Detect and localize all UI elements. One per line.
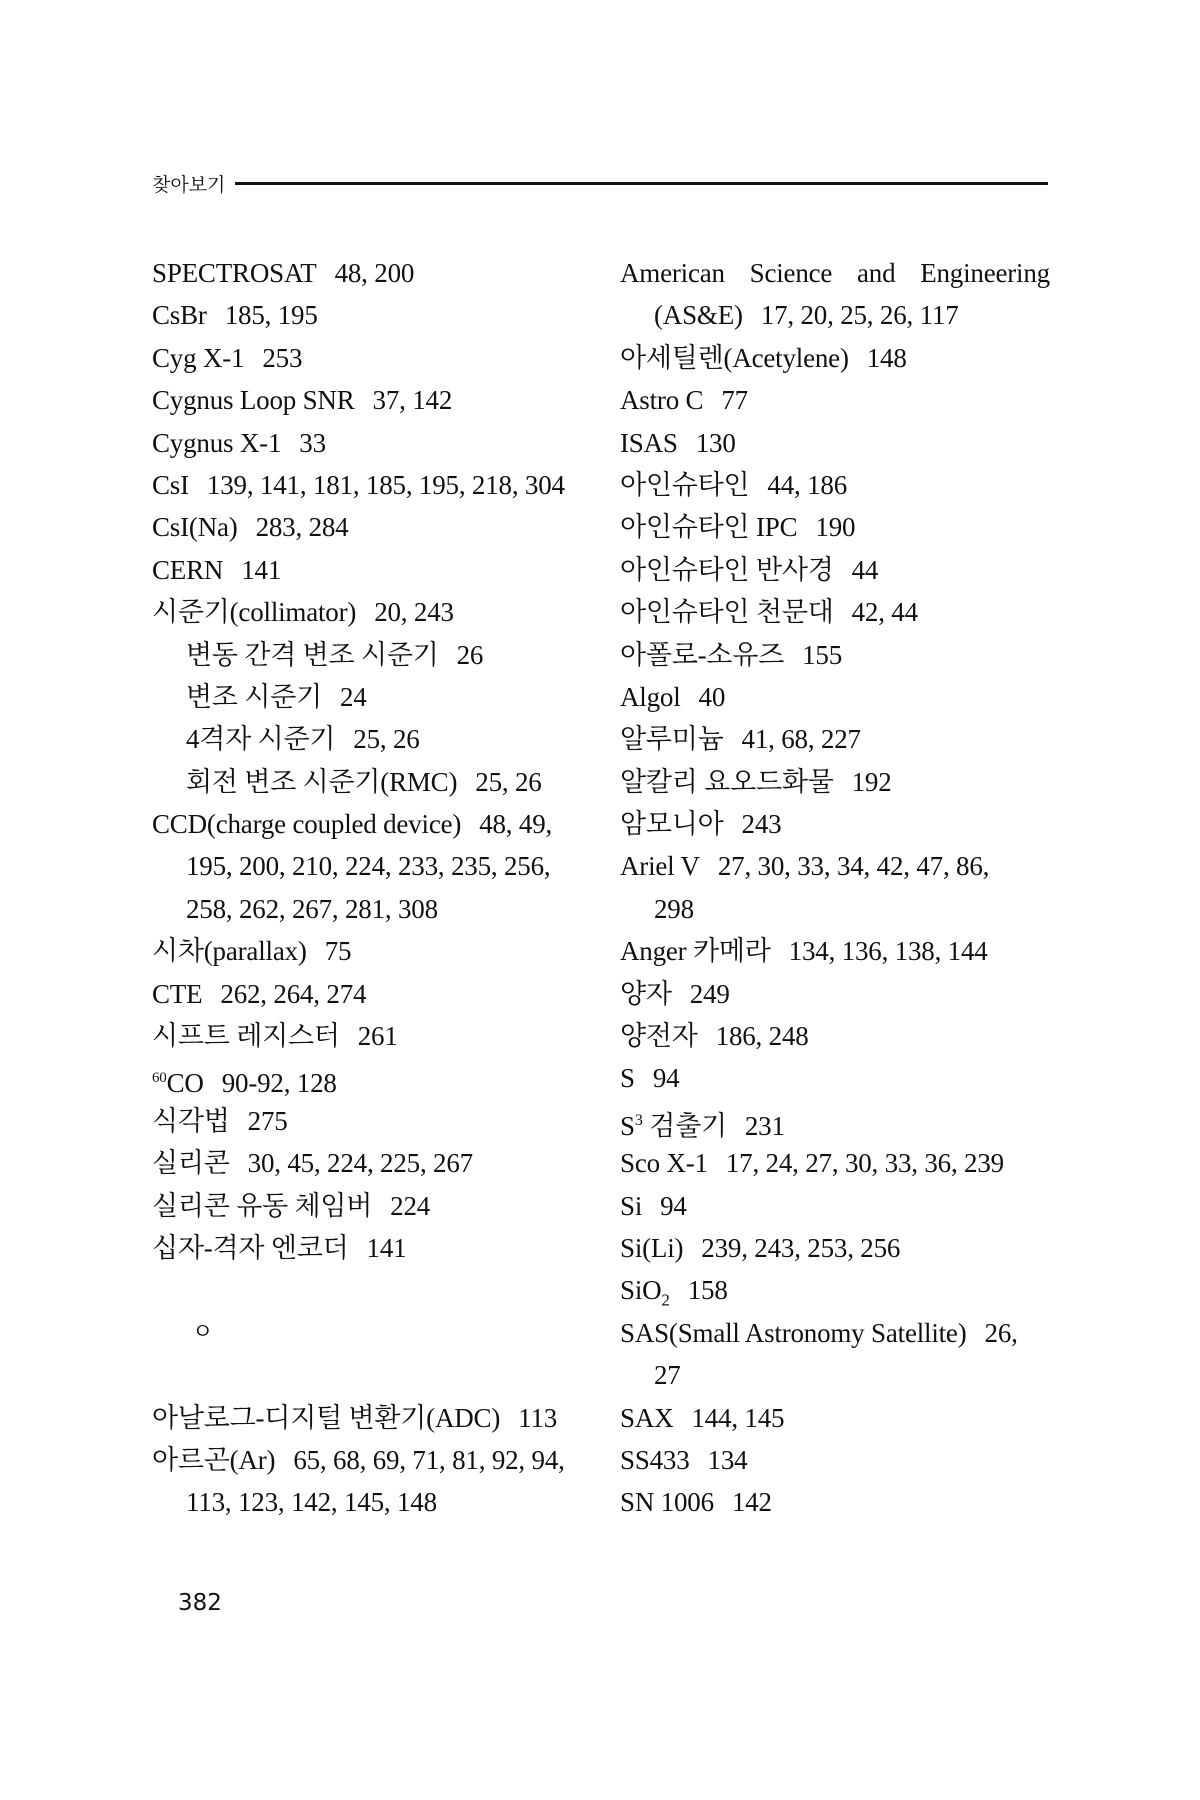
index-entry [152, 930, 592, 972]
index-entry [620, 422, 1050, 464]
index-continuation [620, 294, 1050, 336]
entry-pages: 75 [324, 936, 352, 967]
index-entry [152, 252, 592, 294]
entry-pages: 26 [456, 639, 484, 670]
index-entry [152, 1142, 592, 1184]
entry-term: SN 1006 [620, 1487, 714, 1518]
entry-pages: 141 [241, 554, 282, 585]
entry-term: SAX [620, 1402, 674, 1433]
entry-pages: 44, 186 [767, 469, 848, 500]
entry-pages: 37, 142 [372, 385, 453, 416]
entry-term: CERN [152, 554, 224, 585]
index-entry [152, 464, 592, 506]
entry-term: 변조 시준기 [186, 681, 322, 712]
index-column-left [152, 252, 592, 1524]
index-entry [152, 549, 592, 591]
index-entry [152, 591, 592, 633]
entry-pages: 26, [984, 1317, 1018, 1348]
entry-pages: 27 [654, 1360, 681, 1391]
entry-term: 실리콘 유동 체임버 [152, 1190, 373, 1221]
entry-term: 아세틸렌(Acetylene) [620, 342, 849, 373]
entry-pages: 261 [357, 1021, 398, 1052]
index-subentry [152, 718, 592, 760]
entry-term: 시준기(collimator) [152, 597, 357, 628]
running-header [152, 170, 1048, 197]
entry-term: 검출기 [642, 1110, 727, 1141]
index-column-right [620, 252, 1050, 1524]
entry-pages: 231 [744, 1110, 785, 1141]
entry-pages: 44 [851, 554, 879, 585]
index-entry [620, 930, 1050, 972]
entry-term: Ariel V [620, 851, 700, 882]
index-entry [620, 1481, 1050, 1523]
entry-pages: 17, 24, 27, 30, 33, 36, 239 [725, 1148, 1004, 1179]
blank-line [152, 1354, 592, 1396]
entry-term: 알루미늄 [620, 724, 724, 755]
entry-term: Algol [620, 681, 681, 712]
entry-term: S [620, 1110, 635, 1141]
entry-pages: 249 [689, 978, 730, 1009]
index-entry [620, 1057, 1050, 1099]
index-entry [620, 1100, 1050, 1142]
index-entry [620, 549, 1050, 591]
entry-term: 십자-격자 엔코더 [152, 1232, 349, 1263]
index-entry [620, 337, 1050, 379]
index-entry [620, 973, 1050, 1015]
entry-pages: 25, 26 [475, 766, 542, 797]
entry-term: S [620, 1063, 635, 1094]
entry-pages: 239, 243, 253, 256 [701, 1232, 901, 1263]
entry-term: SAS(Small Astronomy Satellite) [620, 1317, 967, 1348]
index-entry [620, 634, 1050, 676]
entry-superscript: 3 [634, 1111, 643, 1129]
index-entry [620, 379, 1050, 421]
index-entry [620, 676, 1050, 718]
entry-term: CsI(Na) [152, 512, 238, 543]
index-continuation [152, 845, 592, 887]
index-entry [620, 506, 1050, 548]
entry-term: 양자 [620, 978, 672, 1009]
entry-pages: 40 [698, 681, 726, 712]
entry-pages: 25, 26 [353, 724, 420, 755]
entry-pages: 134, 136, 138, 144 [788, 936, 988, 967]
entry-term: CO [166, 1068, 204, 1099]
entry-pages: 141 [366, 1232, 407, 1263]
entry-pages: 185, 195 [224, 300, 318, 331]
index-entry [620, 1439, 1050, 1481]
entry-term: 실리콘 [152, 1148, 230, 1179]
section-heading: ㅇ [192, 1319, 214, 1345]
entry-term: CsBr [152, 300, 207, 331]
index-entry [152, 1015, 592, 1057]
entry-term: 아인슈타인 천문대 [620, 597, 834, 628]
entry-term: 아인슈타인 [620, 469, 750, 500]
index-entry [620, 845, 1050, 887]
index-entry [152, 1185, 592, 1227]
index-entry [152, 294, 592, 336]
entry-term: 시프트 레지스터 [152, 1021, 340, 1052]
index-entry [620, 252, 1050, 294]
entry-term: 아인슈타인 반사경 [620, 554, 834, 585]
index-entry [620, 464, 1050, 506]
index-entry [620, 1312, 1050, 1354]
entry-pages: 142 [731, 1487, 772, 1518]
entry-term: 아인슈타인 IPC [620, 512, 798, 543]
entry-term: ISAS [620, 427, 678, 458]
index-entry [152, 1227, 592, 1269]
index-entry [152, 1100, 592, 1142]
entry-term: Cyg X-1 [152, 342, 245, 373]
entry-pages: 253 [262, 342, 303, 373]
entry-term: 아르곤(Ar) [152, 1444, 276, 1475]
index-entry [152, 422, 592, 464]
entry-term: CTE [152, 978, 203, 1009]
index-entry [152, 337, 592, 379]
entry-pages: 283, 284 [255, 512, 349, 543]
entry-term-word: American [620, 258, 725, 288]
index-entry [152, 506, 592, 548]
index-entry [620, 591, 1050, 633]
entry-pages: 41, 68, 227 [741, 724, 861, 755]
index-entry [620, 1227, 1050, 1269]
entry-term: 알칼리 요오드화물 [620, 766, 834, 797]
entry-pages: 243 [741, 809, 782, 840]
index-entry [620, 1142, 1050, 1184]
entry-term: 4격자 시준기 [186, 724, 336, 755]
index-subentry [152, 761, 592, 803]
entry-pages: 113, 123, 142, 145, 148 [186, 1487, 437, 1518]
entry-pages: 148 [866, 342, 907, 373]
entry-pages: 94 [660, 1190, 687, 1221]
entry-term: Anger 카메라 [620, 936, 771, 967]
entry-term: 아폴로-소유즈 [620, 639, 785, 670]
index-entry [620, 1185, 1050, 1227]
entry-term: CsI [152, 469, 189, 500]
entry-pages: 48, 49, [479, 809, 553, 840]
entry-term: 암모니아 [620, 809, 724, 840]
index-entry [620, 1015, 1050, 1057]
entry-term: Cygnus Loop SNR [152, 385, 355, 416]
entry-term-word: Science [749, 258, 833, 288]
entry-pages: 192 [851, 766, 892, 797]
entry-term: SPECTROSAT [152, 258, 317, 288]
entry-pages: 48, 200 [334, 258, 415, 288]
index-entry [620, 1269, 1050, 1311]
index-subentry [152, 634, 592, 676]
index-entry [152, 379, 592, 421]
entry-term: 아날로그-디지털 변환기(ADC) [152, 1402, 501, 1433]
entry-term: Si(Li) [620, 1232, 684, 1263]
entry-pages: 195, 200, 210, 224, 233, 235, 256, [186, 851, 551, 882]
header-label: 찾아보기 [152, 174, 226, 196]
entry-pages: 158 [687, 1275, 728, 1306]
blank-line [152, 1269, 592, 1311]
index-continuation [620, 1354, 1050, 1396]
index-continuation [152, 1481, 592, 1523]
entry-pages: 130 [695, 427, 736, 458]
entry-term: SiO [620, 1275, 662, 1306]
entry-term: 양전자 [620, 1021, 698, 1052]
entry-pages: 262, 264, 274 [220, 978, 367, 1009]
entry-superscript: 60 [152, 1070, 167, 1087]
entry-pages: 186, 248 [715, 1021, 809, 1052]
entry-term: Sco X-1 [620, 1148, 708, 1179]
header-rule [235, 182, 1048, 185]
entry-term: 식각법 [152, 1105, 230, 1136]
index-entry [152, 803, 592, 845]
entry-pages: 139, 141, 181, 185, 195, 218, 304 [206, 469, 565, 500]
entry-term: Cygnus X-1 [152, 427, 282, 458]
entry-pages: 190 [815, 512, 856, 543]
index-entry [152, 973, 592, 1015]
index-subentry [152, 676, 592, 718]
entry-pages: 144, 145 [691, 1402, 785, 1433]
index-continuation [620, 888, 1050, 930]
index-entry [152, 1397, 592, 1439]
entry-pages: 42, 44 [851, 597, 918, 628]
index-entry [620, 1397, 1050, 1439]
entry-pages: 258, 262, 267, 281, 308 [186, 893, 438, 924]
index-entry [620, 718, 1050, 760]
entry-pages: 94 [652, 1063, 680, 1094]
entry-pages: 77 [721, 385, 748, 416]
entry-pages: 20, 243 [374, 597, 454, 628]
index-entry [152, 1057, 592, 1099]
entry-term: 회전 변조 시준기(RMC) [186, 766, 458, 797]
entry-pages: 17, 20, 25, 26, 117 [760, 300, 959, 331]
page-number: 382 [178, 1590, 222, 1616]
entry-pages: 27, 30, 33, 34, 42, 47, 86, [717, 851, 990, 882]
entry-term: CCD(charge coupled device) [152, 809, 462, 840]
entry-term-word: Engineering [920, 258, 1050, 288]
entry-pages: 134 [707, 1444, 748, 1475]
entry-pages: 65, 68, 69, 71, 81, 92, 94, [293, 1444, 565, 1475]
entry-term-word: and [857, 258, 896, 288]
entry-pages: 24 [339, 681, 367, 712]
entry-subscript: 2 [661, 1290, 670, 1310]
index-continuation [152, 888, 592, 930]
entry-pages: 30, 45, 224, 225, 267 [247, 1148, 473, 1179]
entry-pages: 275 [247, 1105, 288, 1136]
entry-term: Si [620, 1190, 643, 1221]
entry-pages: 113 [518, 1402, 558, 1433]
entry-pages: 155 [802, 639, 842, 670]
entry-term: Astro C [620, 385, 704, 416]
index-entry [620, 761, 1050, 803]
entry-pages: 90-92, 128 [221, 1068, 337, 1099]
entry-pages: 224 [390, 1190, 431, 1221]
entry-term: SS433 [620, 1444, 690, 1475]
entry-pages: 298 [654, 893, 694, 924]
index-entry [152, 1439, 592, 1481]
index-entry [620, 803, 1050, 845]
entry-term: 변동 간격 변조 시준기 [186, 639, 439, 670]
entry-term: (AS&E) [654, 300, 743, 331]
entry-term: 시차(parallax) [152, 936, 307, 967]
entry-pages: 33 [299, 427, 326, 458]
